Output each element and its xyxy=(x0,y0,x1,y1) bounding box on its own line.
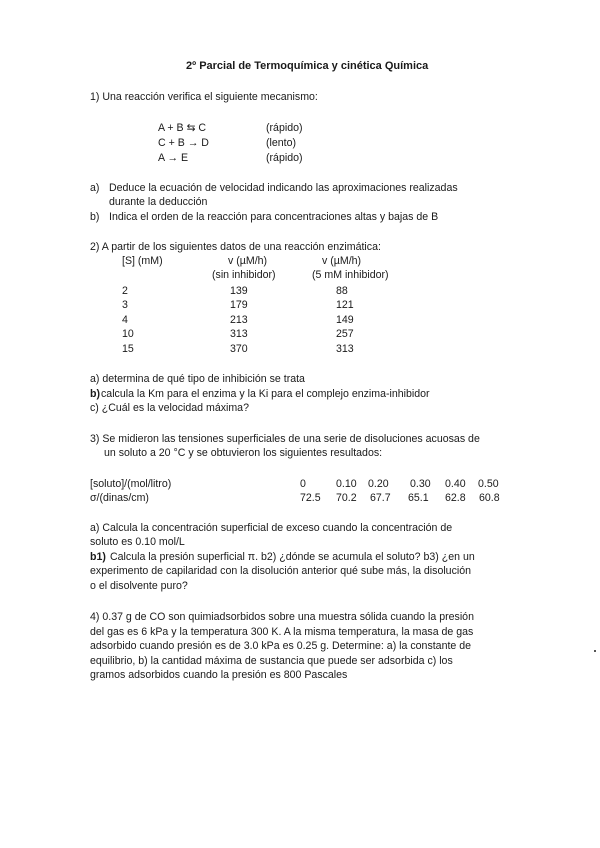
q1a-text-line1: Deduce la ecuación de velocidad indicando las aproximaciones realizadas xyxy=(109,182,458,194)
q4-text-line1: 4) 0.37 g de CO son quimiadsorbidos sobre una muestra sólida cuando la presión xyxy=(90,611,474,623)
q4-text-line3: adsorbido cuando presión es de 3.0 kPa es 0.25 g. Determine: a) la constante de xyxy=(90,640,472,652)
tension-value: 65.1 xyxy=(408,492,429,504)
q1b-label: b) xyxy=(90,211,100,223)
q3-intro-line1: 3) Se midieron las tensiones superficiales de una serie de disoluciones acuosas de xyxy=(90,433,480,445)
table-cell-vi: 149 xyxy=(336,314,354,326)
q1a-label: a) xyxy=(90,182,100,194)
q3a-text-line2: soluto es 0.10 mol/L xyxy=(90,536,185,548)
table-header-v0: v (µM/h) xyxy=(228,255,268,267)
solute-value: 0.30 xyxy=(410,478,431,490)
q3b-text-line2: experimento de capilaridad con la disolución anterior qué sube más, la disolución xyxy=(90,565,472,577)
table-cell-s: 15 xyxy=(122,343,134,355)
q4-text-line5: gramos adsorbidos cuando la presión es 800 Pascales xyxy=(90,669,348,681)
q2b-label: b) xyxy=(90,388,100,400)
q2c-text: c) ¿Cuál es la velocidad máxima? xyxy=(90,402,249,414)
table-cell-vi: 313 xyxy=(336,343,354,355)
q1b-text: Indica el orden de la reacción para concentraciones altas y bajas de B xyxy=(109,211,439,223)
q3b1-label: b1) xyxy=(90,551,106,563)
table-subheader-v0: (sin inhibidor) xyxy=(212,269,276,281)
table-cell-v0: 370 xyxy=(230,343,248,355)
q2b-text: calcula la Km para el enzima y la Ki para el complejo enzima-inhibidor xyxy=(101,388,430,400)
table-cell-vi: 88 xyxy=(336,285,348,297)
table-cell-s: 4 xyxy=(122,314,128,326)
mechanism-step-2-speed: (lento) xyxy=(266,137,297,149)
table-cell-s: 2 xyxy=(122,285,128,297)
tension-row-label: σ/(dinas/cm) xyxy=(90,492,149,504)
table-cell-vi: 121 xyxy=(336,299,354,311)
table-cell-vi: 257 xyxy=(336,328,354,340)
table-cell-s: 3 xyxy=(122,299,128,311)
q2a-text: a) determina de qué tipo de inhibición se trata xyxy=(90,373,305,385)
solute-value: 0.50 xyxy=(478,478,499,490)
solute-value: 0.10 xyxy=(336,478,357,490)
tension-value: 67.7 xyxy=(370,492,391,504)
q4-text-line2: del gas es 6 kPa y la temperatura 300 K. A la misma temperatura, la masa de gas xyxy=(90,626,474,638)
table-cell-v0: 179 xyxy=(230,299,248,311)
mechanism-step-3-speed: (rápido) xyxy=(266,152,303,164)
mechanism-step-2-reaction: C + B → D xyxy=(158,137,209,149)
mechanism-step-1-reaction: A + B ⇆ C xyxy=(158,122,207,134)
q3-intro-line2: un soluto a 20 °C y se obtuvieron los siguientes resultados: xyxy=(104,447,383,459)
table-cell-s: 10 xyxy=(122,328,134,340)
mechanism-step-3-reaction: A → E xyxy=(158,152,189,164)
table-subheader-vi: (5 mM inhibidor) xyxy=(312,269,389,281)
solute-value: 0.40 xyxy=(445,478,466,490)
tension-value: 62.8 xyxy=(445,492,466,504)
table-cell-v0: 213 xyxy=(230,314,248,326)
tension-value: 70.2 xyxy=(336,492,357,504)
mechanism-step-1-speed: (rápido) xyxy=(266,122,303,134)
q4-text-line4: equilibrio, b) la cantidad máxima de sustancia que puede ser adsorbida c) los xyxy=(90,655,453,667)
solute-value: 0.20 xyxy=(368,478,389,490)
q1a-text-line2: durante la deducción xyxy=(109,196,208,208)
table-cell-v0: 313 xyxy=(230,328,248,340)
q3a-text-line1: a) Calcula la concentración superficial de exceso cuando la concentración de xyxy=(90,522,453,534)
tension-value: 72.5 xyxy=(300,492,321,504)
scan-mark xyxy=(594,650,596,652)
table-header-s: [S] (mM) xyxy=(122,255,163,267)
solute-row-label: [soluto]/(mol/litro) xyxy=(90,478,172,490)
tension-value: 60.8 xyxy=(479,492,500,504)
page-title: 2º Parcial de Termoquímica y cinética Química xyxy=(186,60,429,72)
q3b-text-line1: Calcula la presión superficial π. b2) ¿dónde se acumula el soluto? b3) ¿en un xyxy=(110,551,475,563)
q3b-text-line3: o el disolvente puro? xyxy=(90,580,188,592)
solute-value: 0 xyxy=(300,478,306,490)
q1-intro: 1) Una reacción verifica el siguiente mecanismo: xyxy=(90,91,318,103)
q2-intro: 2) A partir de los siguientes datos de una reacción enzimática: xyxy=(90,241,381,253)
table-cell-v0: 139 xyxy=(230,285,248,297)
table-header-vi: v (µM/h) xyxy=(322,255,362,267)
